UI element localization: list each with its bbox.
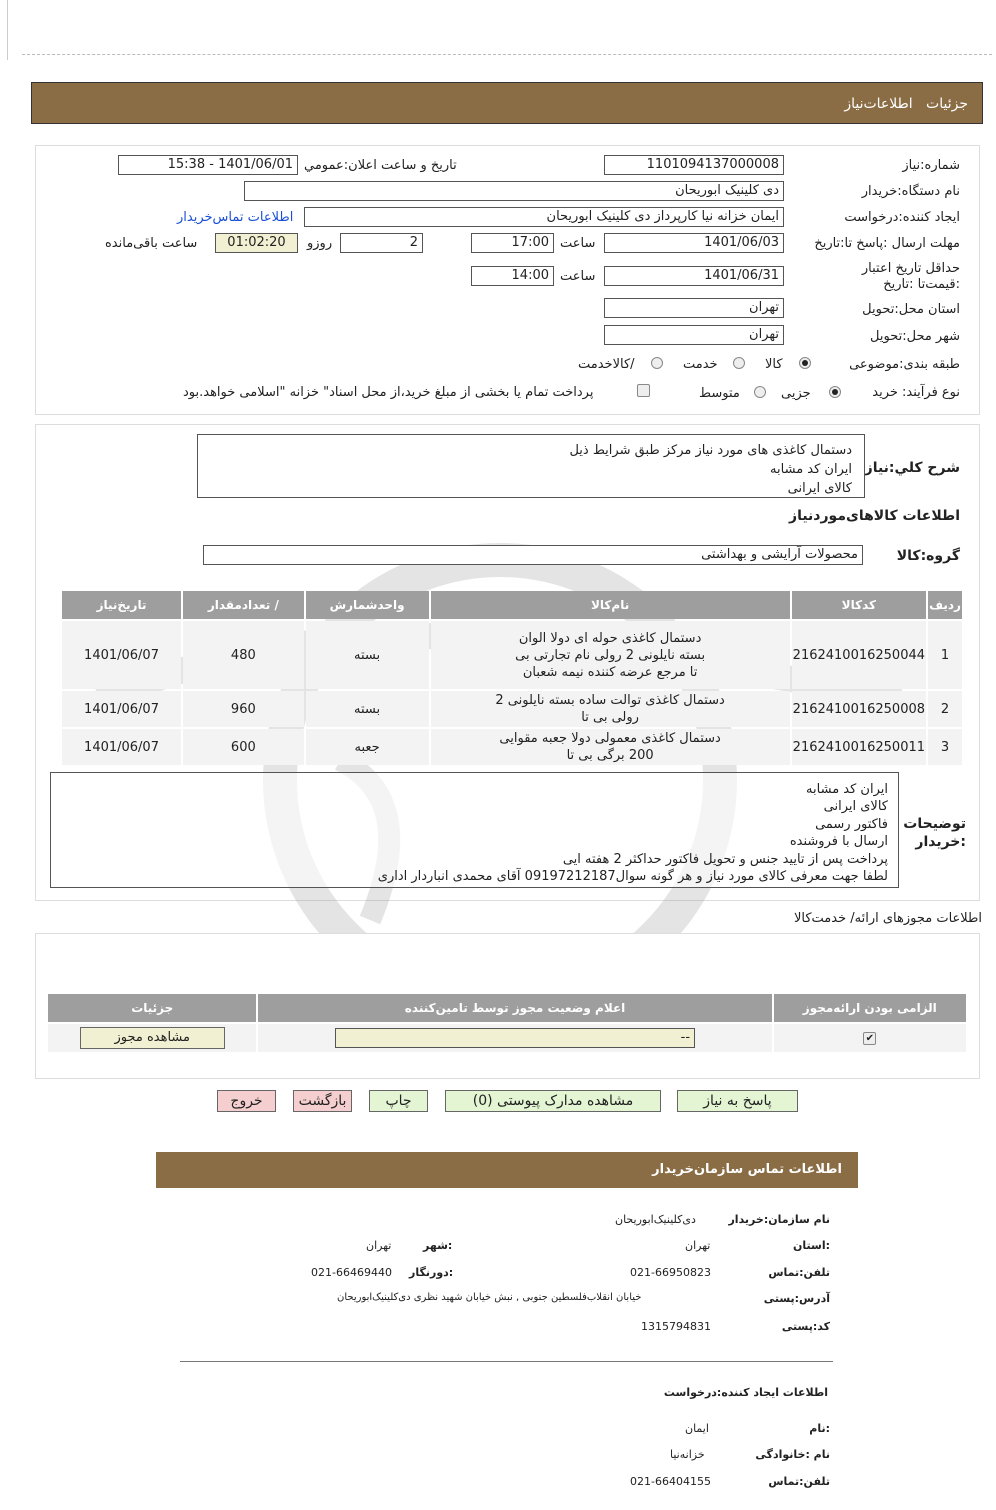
buyer-contact-link[interactable]: اطلاعات تماس‌خریدار — [177, 210, 294, 225]
row-date: 1401/06/07 — [62, 691, 181, 727]
back-button[interactable]: بازگشت — [293, 1090, 352, 1112]
permit-required-checkbox[interactable]: ✔ — [863, 1032, 876, 1045]
creator-first-name: ایمان — [685, 1422, 709, 1435]
table-row — [62, 621, 962, 689]
print-button[interactable]: چاپ — [369, 1090, 428, 1112]
validity-date-field: 1401/06/31 — [604, 266, 784, 286]
row-index: 2 — [928, 691, 962, 727]
reply-button[interactable]: پاسخ به نیاز — [677, 1090, 798, 1112]
row-code: 2162410016250011 — [792, 729, 926, 765]
buyer-org-label: نام دستگاه:خريدار — [861, 184, 960, 199]
days-field: 2 — [340, 233, 423, 253]
contact-fax: 021-66469440 — [311, 1266, 392, 1279]
exit-button[interactable]: خروج — [217, 1090, 276, 1112]
need-number-label: شماره:نیاز — [902, 158, 960, 173]
contact-divider — [180, 1361, 833, 1362]
deadline-date-field: 1401/06/03 — [604, 233, 784, 253]
group-label: گروه:کالا — [896, 548, 960, 564]
table-row — [62, 729, 962, 765]
header-title: جزئیات اطلاعات‌نیاز — [844, 96, 968, 112]
category-service-label: خدمت — [683, 357, 718, 372]
view-permit-button[interactable]: مشاهده مجوز — [80, 1027, 225, 1049]
creator-phone-label: تلفن:تماس — [768, 1475, 830, 1488]
buyer-note-line: لطفا جهت معرفی کالای مورد نیاز و هر گونه سوال09197212187 آقای محمدی انباردار اداری — [377, 869, 888, 885]
buyer-notes-label: توضيحات :خريدار — [903, 816, 966, 850]
day-label: روزو — [307, 236, 333, 251]
goods-info-title: اطلاعات کالاهای‌موردنیاز — [789, 508, 960, 524]
row-qty: 600 — [183, 729, 304, 765]
buyer-notes-box — [50, 772, 899, 888]
creator-last-name-label: نام :خانوادگی — [755, 1448, 830, 1461]
city-field: تهران — [604, 325, 784, 345]
contact-phone: 021-66950823 — [630, 1266, 711, 1279]
summary-label: شرح كلي:نياز — [864, 460, 960, 476]
details-header — [31, 82, 983, 124]
contact-fax-label: :دورنگار — [409, 1266, 454, 1279]
row-unit: بسته — [306, 691, 429, 727]
col-code: كدكالا — [792, 591, 926, 619]
deadline-hour-label: ساعت — [560, 236, 596, 251]
announce-label: تاریخ و ساعت اعلان:عمومي — [304, 158, 457, 173]
process-medium-radio[interactable] — [754, 386, 766, 398]
creator-first-name-label: :نام — [809, 1422, 830, 1435]
deadline-hour-field: 17:00 — [471, 233, 554, 253]
category-goods-service-label: /کالاخدمت — [578, 357, 635, 372]
permit-required-cell — [774, 1024, 966, 1052]
group-field: محصولات آرایشی و بهداشتی — [203, 545, 863, 565]
row-name — [431, 729, 790, 765]
contact-postal: 1315794831 — [641, 1320, 711, 1333]
row-name — [431, 621, 790, 689]
announce-field: 1401/06/01 - 15:38 — [118, 155, 298, 175]
permits-title: اطلاعات مجوزهای ارائه/ خدمت‌کالا — [793, 911, 982, 926]
category-label: طبقه بندی:موضوعی — [849, 357, 960, 372]
buyer-note-line: کالای ایرانی — [823, 799, 888, 815]
permit-col-details: جزئیات — [48, 994, 256, 1022]
goods-table — [60, 589, 964, 767]
summary-line-3: کالای ایرانی — [787, 481, 852, 496]
page-left-edge — [7, 0, 8, 60]
permit-status-field: -- — [335, 1028, 695, 1048]
validity-label: حداقل تاريخ اعتبار :قيمت‌تا :تاريخ — [861, 261, 960, 292]
contact-city: تهران — [366, 1239, 392, 1252]
row-unit: بسته — [306, 621, 429, 689]
buyer-org-field: دی کلینیک ابوریحان — [244, 181, 784, 201]
summary-line-2: ایران کد مشابه — [770, 462, 852, 477]
category-goods-radio[interactable] — [799, 357, 811, 369]
col-qty: / تعدادمقدار — [183, 591, 304, 619]
row-qty: 480 — [183, 621, 304, 689]
creator-info-title: اطلاعات ایجاد کننده:درخواست — [663, 1386, 828, 1399]
contact-province: تهران — [685, 1239, 711, 1252]
buyer-note-line: فاکتور رسمی — [815, 816, 888, 832]
permit-status-cell — [258, 1024, 771, 1052]
remaining-time-field: 01:02:20 — [215, 233, 298, 253]
treasury-note: پرداخت تمام یا بخشی از مبلغ خرید،از محل اسناد" خزانه "اسلامی خواهد.بود — [183, 385, 594, 400]
col-row: رديف — [928, 591, 962, 619]
contact-org: دی‌کلینیک‌ابوریحان — [615, 1213, 696, 1226]
category-goods-service-radio[interactable] — [651, 357, 663, 369]
buyer-note-line: ارسال با فروشنده — [789, 834, 888, 850]
deadline-label: مهلت ارسال :پاسخ تا:تاريخ — [814, 236, 960, 251]
province-label: استان محل:تحويل — [862, 302, 960, 317]
row-name-text: دستمال کاغذی معمولی دولا جعبه مقوایی 200 برگی بی تا — [499, 731, 721, 763]
row-name — [431, 691, 790, 727]
treasury-checkbox[interactable] — [637, 384, 650, 397]
contact-city-label: :شهر — [423, 1239, 453, 1252]
buyer-note-line: پرداخت پس از تایید جنس و تحویل فاکتور حداکثر 2 هفته ایی — [562, 851, 888, 867]
col-date: تاريخ‌نياز — [62, 591, 181, 619]
need-number-field: 1101094137000008 — [604, 155, 784, 175]
contact-org-label: نام سازمان:خریدار — [728, 1213, 830, 1226]
city-label: شهر محل:تحويل — [870, 329, 960, 344]
row-date: 1401/06/07 — [62, 621, 181, 689]
contact-address-label: آدرس:پستی — [763, 1292, 830, 1305]
row-date: 1401/06/07 — [62, 729, 181, 765]
remaining-label: ساعت باقی‌مانده — [105, 236, 198, 251]
row-name-text: دستمال کاغذی حوله ای دولا الوان بسته نایلونی 2 رولی نام تجارتی بی تا مرجع عرضه کننده نیمه شعبان — [515, 630, 706, 680]
contact-phone-label: تلفن:تماس — [768, 1266, 830, 1279]
row-name-text: دستمال کاغذی توالت ساده بسته نایلونی 2 رولی بی تا — [495, 693, 725, 725]
contact-header — [156, 1152, 858, 1188]
row-code: 2162410016250008 — [792, 691, 926, 727]
col-unit: واحدشمارش — [306, 591, 429, 619]
summary-box — [197, 434, 865, 498]
category-service-radio[interactable] — [733, 357, 745, 369]
contact-postal-label: کد:پستی — [781, 1320, 830, 1333]
validity-hour-label: ساعت — [560, 269, 596, 284]
contact-header-title: اطلاعات تماس سازمان‌خریدار — [652, 1162, 842, 1177]
creator-field: ایمان خزانه نیا کارپرداز دی کلینیک ابوریحان — [304, 207, 784, 227]
summary-line-1: دستمال کاغذی های مورد نیاز مرکز طبق شرایط ذیل — [569, 443, 852, 458]
row-index: 3 — [928, 729, 962, 765]
permit-details-cell — [48, 1024, 256, 1052]
col-name: نام‌كالا — [431, 591, 790, 619]
province-field: تهران — [604, 298, 784, 318]
creator-label: ايجاد كننده:درخواست — [844, 210, 960, 225]
row-index: 1 — [928, 621, 962, 689]
row-unit: جعبه — [306, 729, 429, 765]
process-label: نوع فرآيند: خريد — [872, 385, 960, 400]
row-code: 2162410016250044 — [792, 621, 926, 689]
process-medium-label: متوسط — [699, 386, 740, 401]
process-partial-radio[interactable] — [829, 386, 841, 398]
permit-row — [48, 1024, 966, 1052]
row-qty: 960 — [183, 691, 304, 727]
category-goods-label: کالا — [765, 357, 783, 372]
top-divider — [22, 54, 992, 55]
contact-province-label: :استان — [793, 1239, 830, 1252]
creator-phone: 021-66404155 — [630, 1475, 711, 1488]
validity-hour-field: 14:00 — [471, 266, 554, 286]
contact-address: خیابان انقلاب‌فلسطین جنوبی , نبش خیابان شهید نظری دی‌کلینیک‌ابوریحان — [337, 1292, 642, 1303]
process-partial-label: جزیی — [781, 386, 811, 401]
table-row — [62, 691, 962, 727]
buyer-note-line: ایران کد مشابه — [806, 782, 888, 797]
permit-col-status: اعلام وضعیت مجوز توسط تامین‌کننده — [258, 994, 771, 1022]
attachments-button[interactable]: مشاهده مدارک پیوستی (0) — [445, 1090, 661, 1112]
permit-col-required: الزامی بودن ارائه‌مجوز — [774, 994, 966, 1022]
permits-table — [46, 992, 968, 1054]
creator-last-name: خزانه‌نیا — [670, 1448, 705, 1461]
